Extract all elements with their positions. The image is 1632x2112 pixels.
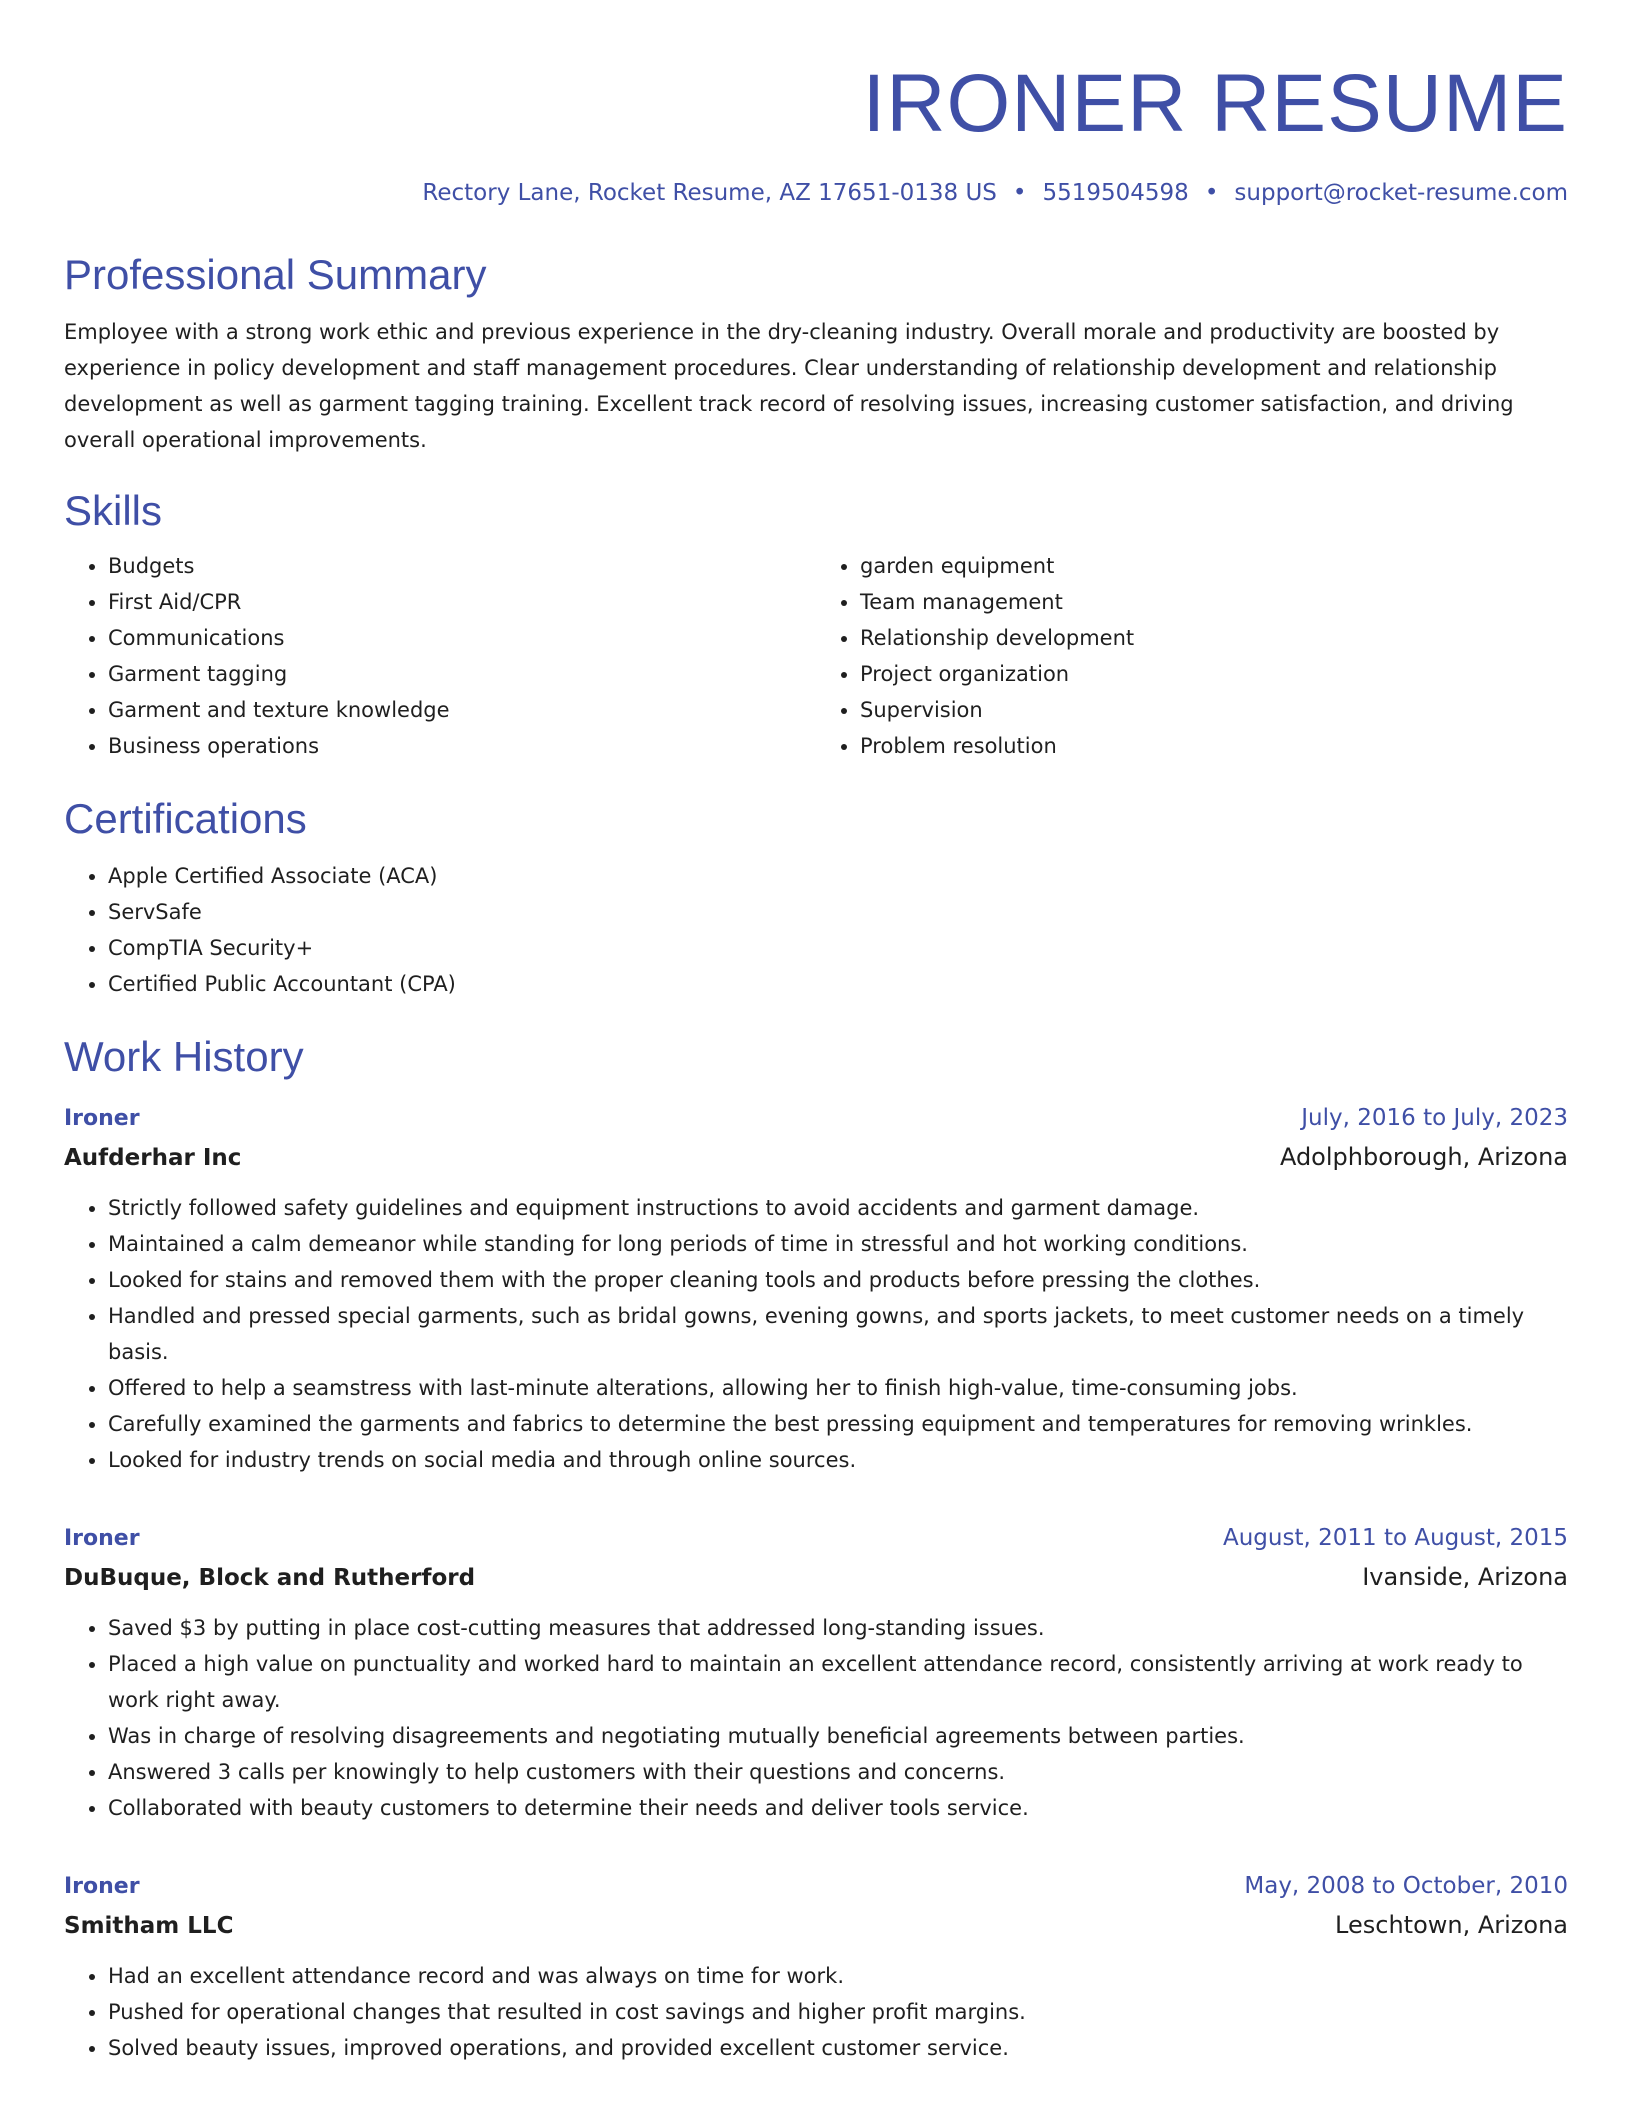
job-entry: [64, 1520, 1568, 1826]
skill-item: • Communications: [108, 620, 816, 656]
job-bullet: • Offered to help a seamstress with last-minute alterations, allowing her to finish high-value, time-consuming jobs.: [108, 1370, 1568, 1406]
job-entry: [64, 1100, 1568, 1478]
job-company: Smitham LLC: [64, 1913, 234, 1939]
job-company: Aufderhar Inc: [64, 1145, 242, 1171]
skill-item: • garden equipment: [860, 548, 1568, 584]
job-bullets: [64, 1610, 1568, 1826]
job-header-row: [64, 1868, 1568, 1905]
job-bullet: • Carefully examined the garments and fabrics to determine the best pressing equipment and temperatures for removing wrinkles.: [108, 1406, 1568, 1442]
skill-item: • Team management: [860, 584, 1568, 620]
job-company-row: [64, 1557, 1568, 1598]
skill-item: • Business operations: [108, 728, 816, 764]
certifications-heading: Certifications: [64, 795, 307, 842]
job-location: Adolphborough, Arizona: [1279, 1143, 1568, 1171]
skills-column-left: [64, 548, 816, 764]
job-bullet: • Strictly followed safety guidelines and equipment instructions to avoid accidents and garment damage.: [108, 1190, 1568, 1226]
contact-separator: •: [1012, 180, 1027, 206]
contact-email[interactable]: support@rocket-resume.com: [1234, 180, 1568, 206]
job-header-row: [64, 1520, 1568, 1557]
skills-heading: Skills: [64, 487, 163, 534]
contact-phone: 5519504598: [1042, 180, 1189, 206]
contact-line: [64, 178, 1568, 208]
job-bullet: • Placed a high value on punctuality and worked hard to maintain an excellent attendance record, consistently arriving at work ready to work right away.: [108, 1646, 1568, 1718]
skill-item: • Garment tagging: [108, 656, 816, 692]
job-bullet: • Answered 3 calls per knowingly to help customers with their questions and concerns.: [108, 1754, 1568, 1790]
job-bullet: • Was in charge of resolving disagreements and negotiating mutually beneficial agreements between parties.: [108, 1718, 1568, 1754]
resume-header: [64, 56, 1568, 208]
job-title: Ironer: [64, 1526, 140, 1551]
certifications-list: [64, 858, 1568, 1002]
certification-item: • Apple Certified Associate (ACA): [108, 858, 1568, 894]
summary-heading: Professional Summary: [64, 251, 487, 298]
job-dates: May, 2008 to October, 2010: [1244, 1873, 1568, 1899]
skills-list: [64, 548, 1568, 764]
job-bullet: • Solved beauty issues, improved operations, and provided excellent customer service.: [108, 2030, 1568, 2066]
job-entry: [64, 1868, 1568, 2066]
skill-item: • Supervision: [860, 692, 1568, 728]
certification-item: • Certified Public Accountant (CPA): [108, 966, 1568, 1002]
job-location: Leschtown, Arizona: [1335, 1911, 1568, 1939]
job-bullet: • Had an excellent attendance record and was always on time for work.: [108, 1958, 1568, 1994]
job-company-row: [64, 1905, 1568, 1946]
skills-column-right: [816, 548, 1568, 764]
contact-separator: •: [1204, 180, 1219, 206]
job-dates: July, 2016 to July, 2023: [1301, 1105, 1568, 1131]
contact-address: Rectory Lane, Rocket Resume, AZ 17651-0138 US: [422, 180, 997, 206]
job-company-row: [64, 1137, 1568, 1178]
job-bullets: [64, 1190, 1568, 1478]
skill-item: • Garment and texture knowledge: [108, 692, 816, 728]
job-bullet: • Looked for stains and removed them with the proper cleaning tools and products before pressing the clothes.: [108, 1262, 1568, 1298]
skill-item: • Project organization: [860, 656, 1568, 692]
job-company: DuBuque, Block and Rutherford: [64, 1565, 476, 1591]
summary-text: Employee with a strong work ethic and previous experience in the dry-cleaning industry. Overall morale and productivity are boosted by experience in policy development and staff management procedures. Clear understanding of relationship development and relationship development as well as garment tagging training. Excellent track record of resolving issues, increasing customer satisfaction, and driving overall operational improvements.: [64, 320, 1514, 452]
job-bullet: • Looked for industry trends on social media and through online sources.: [108, 1442, 1568, 1478]
job-bullet: • Handled and pressed special garments, such as bridal gowns, evening gowns, and sports jackets, to meet customer needs on a timely basis.: [108, 1298, 1568, 1370]
job-title: Ironer: [64, 1874, 140, 1899]
skill-item: • Problem resolution: [860, 728, 1568, 764]
job-bullet: • Saved $3 by putting in place cost-cutting measures that addressed long-standing issues.: [108, 1610, 1568, 1646]
job-dates: August, 2011 to August, 2015: [1223, 1525, 1568, 1551]
certification-item: • ServSafe: [108, 894, 1568, 930]
job-bullets: [64, 1958, 1568, 2066]
resume-name: IRONER RESUME: [862, 58, 1568, 149]
skill-item: • First Aid/CPR: [108, 584, 816, 620]
skill-item: • Budgets: [108, 548, 816, 584]
job-bullet: • Maintained a calm demeanor while standing for long periods of time in stressful and hot working conditions.: [108, 1226, 1568, 1262]
job-bullet: • Pushed for operational changes that resulted in cost savings and higher profit margins.: [108, 1994, 1568, 2030]
job-location: Ivanside, Arizona: [1362, 1563, 1568, 1591]
job-header-row: [64, 1100, 1568, 1137]
certification-item: • CompTIA Security+: [108, 930, 1568, 966]
work-history-heading: Work History: [64, 1033, 304, 1080]
job-title: Ironer: [64, 1106, 140, 1131]
job-bullet: • Collaborated with beauty customers to determine their needs and deliver tools service.: [108, 1790, 1568, 1826]
skill-item: • Relationship development: [860, 620, 1568, 656]
